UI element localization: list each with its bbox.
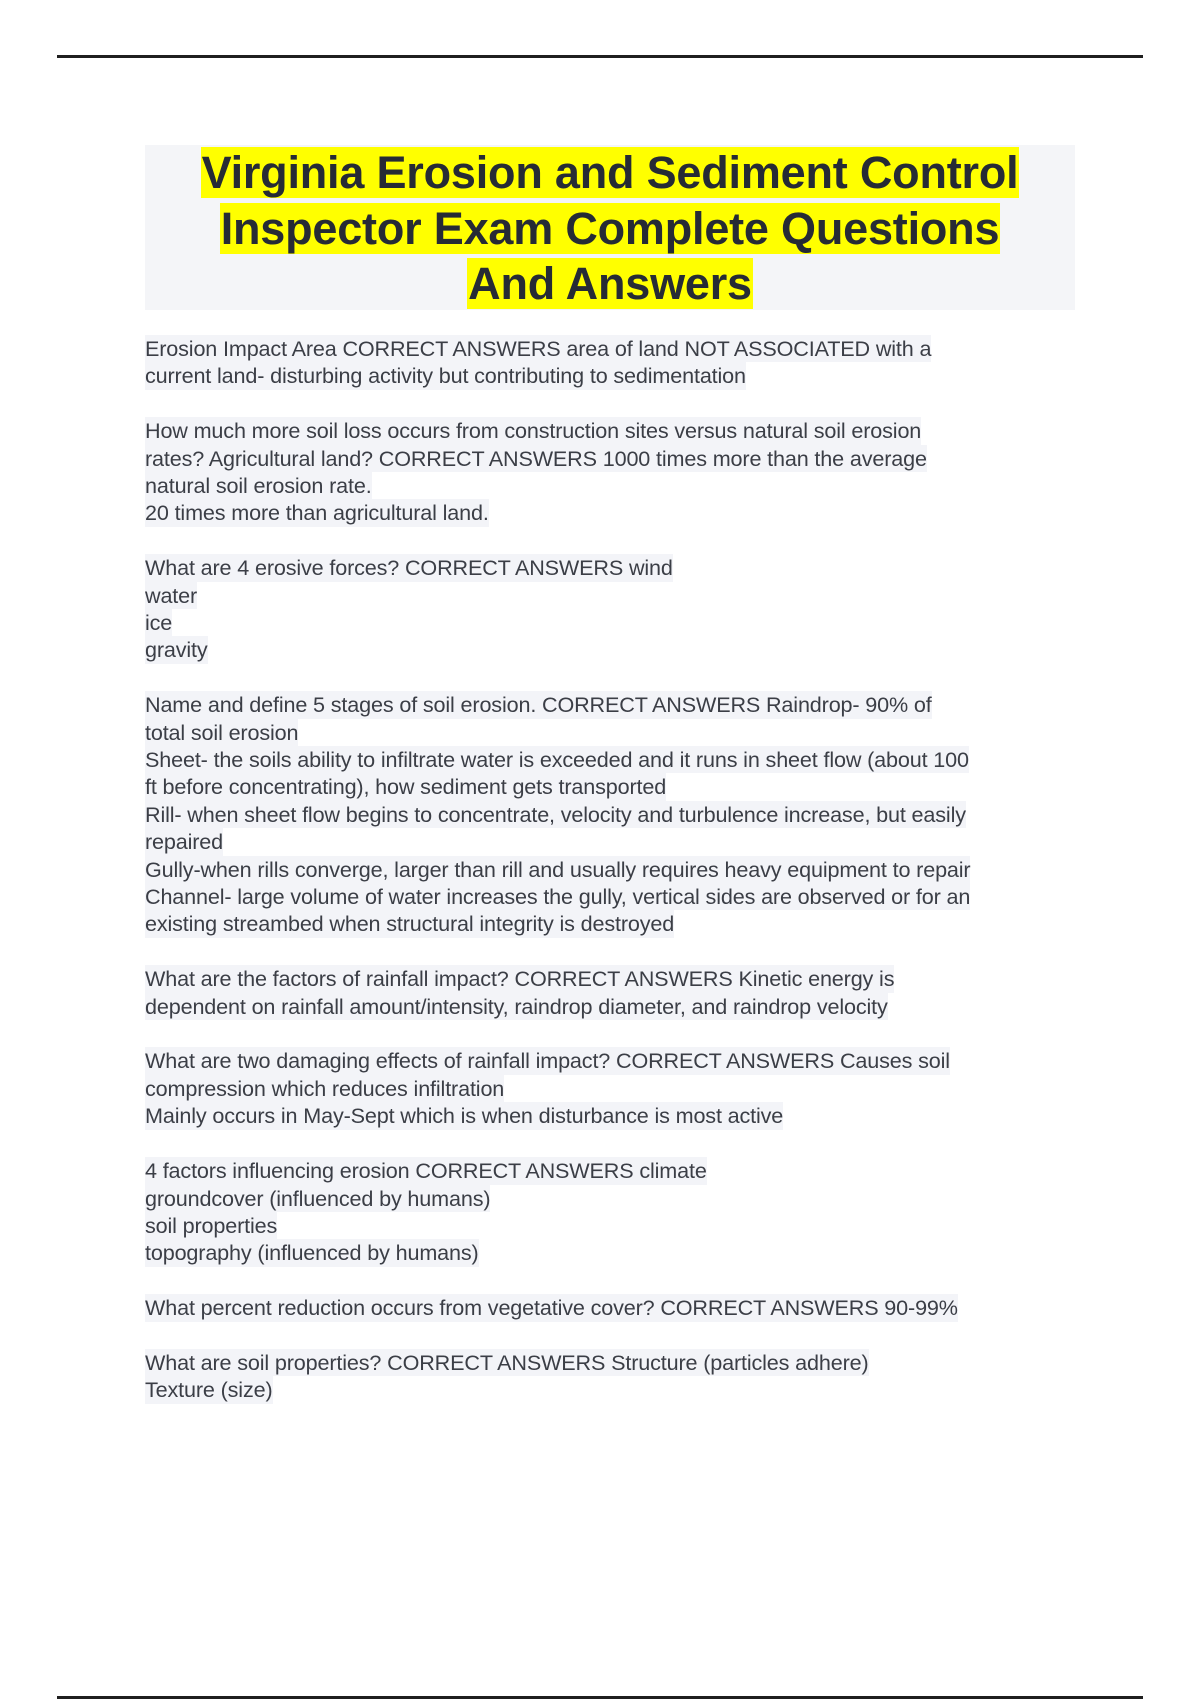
header-rule [57, 55, 1143, 58]
text-line: ft before concentrating), how sediment gets transported [145, 774, 667, 800]
text-line: What are soil properties? CORRECT ANSWERS Structure (particles adhere) [145, 1349, 869, 1375]
page-title [145, 145, 1075, 312]
title-line: Inspector Exam Complete Questions [220, 202, 1000, 254]
text-line: Rill- when sheet flow begins to concentrate, velocity and turbulence increase, but easily [145, 801, 966, 827]
text-line: How much more soil loss occurs from construction sites versus natural soil erosion [145, 418, 922, 444]
text-line: Name and define 5 stages of soil erosion. CORRECT ANSWERS Raindrop- 90% of [145, 692, 932, 718]
text-line: Gully-when rills converge, larger than rill and usually requires heavy equipment to repair [145, 856, 971, 882]
text-line: ice [145, 610, 173, 636]
title-line: And Answers [468, 258, 752, 309]
text-line: water [145, 582, 198, 608]
text-line: soil properties [145, 1212, 278, 1238]
text-line: What are two damaging effects of rainfall impact? CORRECT ANSWERS Causes soil [145, 1048, 950, 1074]
text-line: repaired [145, 829, 224, 855]
title-line: Virginia Erosion and Sediment Control [201, 147, 1019, 198]
text-line: topography (influenced by humans) [145, 1240, 479, 1266]
text-line: natural soil erosion rate. [145, 473, 372, 499]
text-line: Erosion Impact Area CORRECT ANSWERS area of land NOT ASSOCIATED with a [145, 336, 932, 361]
qa-item-soil-properties [145, 1349, 1090, 1404]
title-block [145, 145, 1075, 310]
footer-rule [57, 1696, 1143, 1699]
text-line: total soil erosion [145, 719, 299, 745]
qa-item-rainfall-damage [145, 1047, 1090, 1129]
qa-item-erosion-impact-area [145, 335, 1090, 390]
text-line: gravity [145, 637, 208, 663]
text-line: Sheet- the soils ability to infiltrate water is exceeded and it runs in sheet flow (about 100 [145, 747, 969, 773]
text-line: dependent on rainfall amount/intensity, raindrop diameter, and raindrop velocity [145, 993, 888, 1019]
qa-item-rainfall-factors [145, 965, 1090, 1020]
text-line: existing streambed when structural integrity is destroyed [145, 911, 675, 937]
text-line: Channel- large volume of water increases the gully, vertical sides are observed or for an [145, 884, 971, 910]
text-line: What percent reduction occurs from vegetative cover? CORRECT ANSWERS 90-99% [145, 1295, 958, 1321]
text-line: 20 times more than agricultural land. [145, 500, 489, 526]
text-line: groundcover (influenced by humans) [145, 1185, 491, 1211]
qa-item-soil-loss [145, 417, 1090, 527]
text-line: 4 factors influencing erosion CORRECT ANSWERS climate [145, 1158, 707, 1184]
text-line: current land- disturbing activity but contributing to sedimentation [145, 363, 746, 389]
text-line: What are the factors of rainfall impact? CORRECT ANSWERS Kinetic energy is [145, 966, 895, 992]
text-line: compression which reduces infiltration [145, 1075, 505, 1101]
qa-content [145, 335, 1090, 1431]
qa-item-erosion-stages [145, 691, 1090, 938]
qa-item-erosive-forces [145, 554, 1090, 664]
text-line: Mainly occurs in May-Sept which is when disturbance is most active [145, 1103, 784, 1129]
qa-item-vegetative-cover [145, 1294, 1090, 1321]
qa-item-erosion-factors [145, 1157, 1090, 1267]
text-line: What are 4 erosive forces? CORRECT ANSWERS wind [145, 555, 673, 581]
text-line: rates? Agricultural land? CORRECT ANSWERS 1000 times more than the average [145, 445, 927, 471]
text-line: Texture (size) [145, 1377, 273, 1403]
